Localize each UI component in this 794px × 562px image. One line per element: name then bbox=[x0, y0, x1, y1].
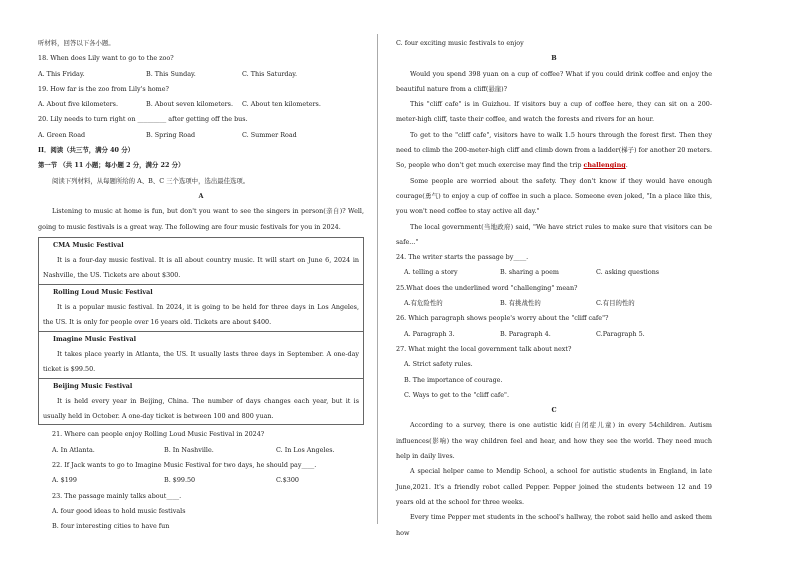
q27-question: 27. What might the local government talk about next? bbox=[396, 344, 572, 353]
q27-option-c: C. Ways to get to the "cliff cafe". bbox=[404, 390, 510, 399]
q25-question: 25.What does the underlined word "challenging" mean? bbox=[396, 283, 578, 292]
q21-option-a: A. In Atlanta. bbox=[52, 445, 95, 454]
q27-option-b: B. The importance of courage. bbox=[404, 375, 503, 384]
festival-text: It is held every year in Beijing, China. The number of days changes each year, but it is usually held in October. A one-day ticket is between 100 and 800 yuan. bbox=[43, 396, 359, 421]
q25-option-a: A.有危险性的 bbox=[404, 299, 443, 308]
section-title: II．阅读（共三节，满分 40 分） bbox=[38, 146, 135, 155]
q21-question: 21. Where can people enjoy Rolling Loud Music Festival in 2024? bbox=[52, 430, 265, 439]
q24-option-a: A. telling a story bbox=[404, 268, 458, 277]
q21-option-b: B. In Nashville. bbox=[164, 445, 214, 454]
paragraph-3-text: To get to the "cliff cafe", visitors have to walk 1.5 hours through the forest first. Then they need to climb the 200-meter-high cliff and climb down from a ladder(梯子) for another 20 meters. So, people who don't get much exercise may find the trip bbox=[396, 130, 712, 170]
q24-option-c: C. asking questions bbox=[596, 268, 660, 277]
q19-question: 19. How far is the zoo from Lily's home? bbox=[38, 84, 169, 93]
festival-name: Beijing Music Festival bbox=[53, 381, 133, 390]
q24-question: 24. The writer starts the passage by____. bbox=[396, 253, 529, 262]
q18-option-c: C. This Saturday. bbox=[242, 69, 298, 78]
underlined-word: challenging bbox=[583, 161, 626, 170]
q26-option-b: B. Paragraph 4. bbox=[500, 329, 551, 338]
festival-imagine bbox=[39, 332, 363, 379]
q23-option-c: C. four exciting music festivals to enjoy bbox=[396, 39, 524, 47]
q20-options bbox=[38, 128, 364, 143]
q25-option-c: C.有目的性的 bbox=[596, 299, 635, 308]
q22-question: 22. If Jack wants to go to Imagine Music Festival for two days, he should pay____. bbox=[52, 461, 317, 470]
festival-text: It takes place yearly in Atlanta, the US. It usually lasts three days in September. A one-day ticket is $99.50. bbox=[43, 349, 359, 374]
q22-options bbox=[38, 473, 364, 488]
paragraph-3-end: . bbox=[625, 161, 628, 170]
passage-c-label: C bbox=[551, 406, 557, 415]
q26-option-a: A. Paragraph 3. bbox=[404, 329, 455, 338]
q24-options bbox=[396, 265, 712, 280]
festival-table bbox=[38, 237, 364, 426]
q18-option-a: A. This Friday. bbox=[38, 69, 85, 78]
q21-options bbox=[38, 443, 364, 458]
q23-option-a: A. four good ideas to hold music festivals bbox=[52, 506, 186, 515]
right-column bbox=[396, 36, 712, 541]
q18-options bbox=[38, 67, 364, 82]
column-divider bbox=[377, 34, 378, 524]
part-title: 第一节 （共 11 小题；每小题 2 分，满分 22 分） bbox=[38, 161, 185, 170]
q26-option-c: C.Paragraph 5. bbox=[596, 329, 645, 338]
festival-name: Rolling Loud Music Festival bbox=[53, 287, 153, 296]
passage-c-paragraph-3: Every time Pepper met students in the school's hallway, the robot said hello and asked them how bbox=[396, 513, 712, 537]
passage-a-label: A bbox=[198, 191, 204, 200]
passage-c-paragraph-2: A special helper came to Mendip School, a school for autistic students in England, in late June,2021. It's a friendly robot called Pepper. Pepper joined the students between 12 and 19 years old at the school for three weeks. bbox=[396, 467, 712, 506]
q22-option-b: B. $99.50 bbox=[164, 476, 196, 485]
q18-question: 18. When does Lily want to go to the zoo? bbox=[38, 54, 174, 63]
q19-option-b: B. About seven kilometers. bbox=[146, 100, 233, 109]
passage-b-paragraph-1: Would you spend 398 yuan on a cup of coffee? What if you could drink coffee and enjoy the beautiful nature from a cliff(悬崖)? bbox=[396, 69, 712, 93]
q26-question: 26. Which paragraph shows people's worry about the "cliff cafe"? bbox=[396, 314, 609, 323]
q27-option-a: A. Strict safety rules. bbox=[404, 360, 473, 369]
passage-b-paragraph-5: The local government(当地政府) said, "We have strict rules to make sure that visitors can be safe..." bbox=[396, 222, 712, 246]
festival-text: It is a four-day music festival. It is all about country music. It will start on June 6, 2024 in Nashville, the US. Tickets are about $300. bbox=[43, 256, 359, 280]
q18-option-b: B. This Sunday. bbox=[146, 69, 196, 78]
left-column bbox=[38, 36, 364, 535]
q20-option-b: B. Spring Road bbox=[146, 130, 196, 139]
festival-name: Imagine Music Festival bbox=[53, 334, 137, 343]
festival-name: CMA Music Festival bbox=[53, 240, 124, 249]
passage-b-paragraph-2: This "cliff cafe" is in Guizhou. If visitors buy a cup of coffee here, they can sit on a 200-meter-high cliff, taste their coffee, and watch the forests and rivers for an hour. bbox=[396, 100, 712, 124]
q19-options bbox=[38, 97, 364, 112]
q23-question: 23. The passage mainly talks about____. bbox=[52, 491, 182, 500]
q25-option-b: B. 有挑战性的 bbox=[500, 299, 541, 308]
q23-option-b: B. four interesting cities to have fun bbox=[52, 522, 170, 531]
q22-option-c: C.$300 bbox=[276, 476, 299, 485]
passage-b-paragraph-3 bbox=[396, 128, 712, 174]
q20-option-c: C. Summer Road bbox=[242, 130, 297, 139]
q22-option-a: A. $199 bbox=[52, 476, 77, 485]
festival-rolling-loud bbox=[39, 285, 363, 332]
passage-b-label: B bbox=[551, 54, 557, 63]
festival-beijing bbox=[39, 379, 363, 425]
festival-text: It is a popular music festival. In 2024, it is going to be held for three days in Los Angeles, the US. It is only for people over 16 years old. Tickets are about $400. bbox=[43, 303, 359, 327]
festival-cma bbox=[39, 238, 363, 285]
q19-option-a: A. About five kilometers. bbox=[38, 100, 118, 109]
q19-option-c: C. About ten kilometers. bbox=[242, 100, 321, 109]
q21-option-c: C. In Los Angeles. bbox=[276, 445, 335, 454]
passage-b-paragraph-4: Some people are worried about the safety. They don't know if they would have enough courage(勇气) to enjoy a cup of coffee in such a place. Someone even joked, "In a place like this, you won't need coffee to stay active all day." bbox=[396, 176, 712, 216]
q24-option-b: B. sharing a poem bbox=[500, 268, 559, 277]
q25-options bbox=[396, 296, 712, 311]
part-instruction: 阅读下列材料，从每题所给的 A、B、C 三个选项中，选出最佳选项。 bbox=[52, 176, 250, 185]
passage-c-paragraph-1: According to a survey, there is one autistic kid(自闭症儿童) in every 54children. Autism influences(影响) the way children feel and hear, and how they see the world. They need much help in daily lives. bbox=[396, 421, 712, 461]
passage-a-intro: Listening to music at home is fun, but don't you want to see the singers in person(亲自)? Well, going to music festivals is a great way. The following are four music festivals for you in 2024. bbox=[38, 207, 364, 231]
q20-question: 20. Lily needs to turn right on _________ after getting off the bus. bbox=[38, 115, 248, 124]
listening-intro: 听材料，回答以下各小题。 bbox=[38, 39, 115, 47]
q26-options bbox=[396, 327, 712, 342]
q20-option-a: A. Green Road bbox=[38, 130, 86, 139]
